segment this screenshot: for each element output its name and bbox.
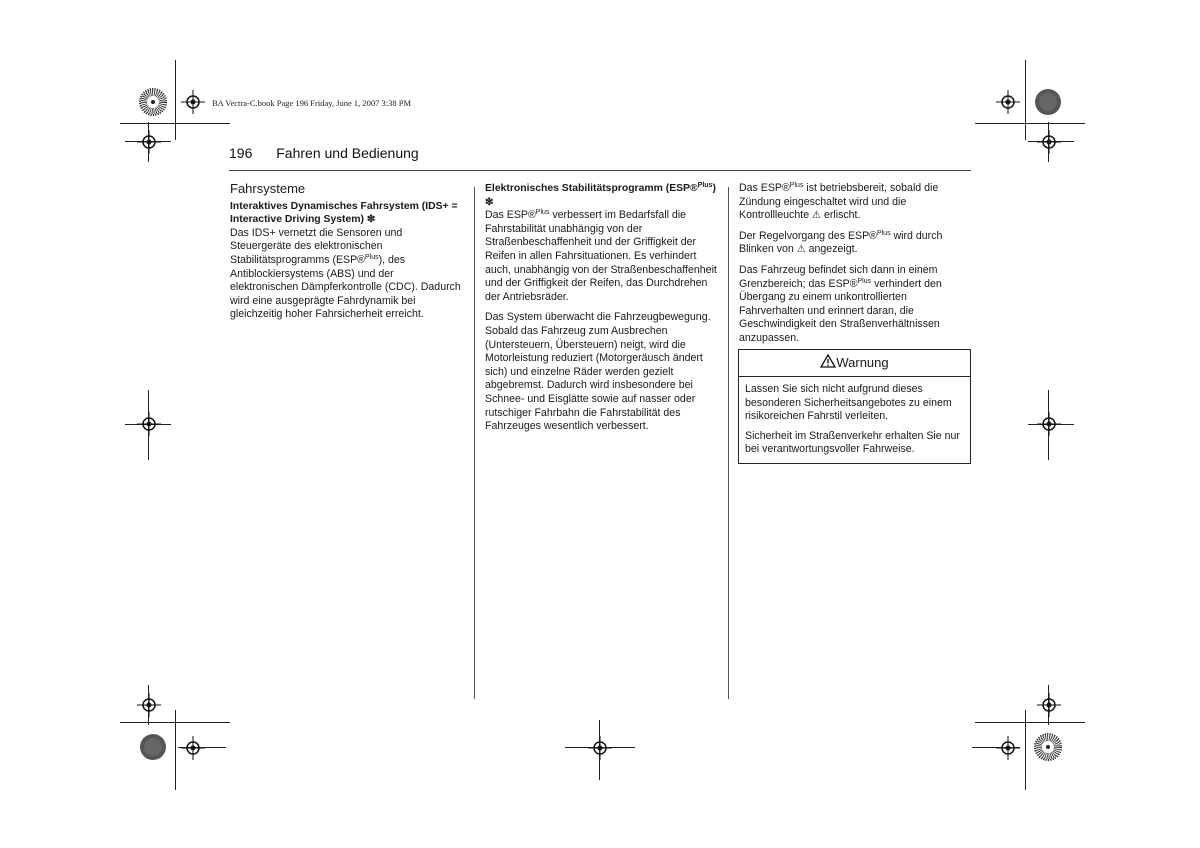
book-file-info: BA Vectra-C.book Page 196 Friday, June 1, 2007 3:38 PM: [212, 98, 412, 108]
text-run: Das ESP®: [485, 209, 536, 222]
superscript: Plus: [876, 229, 891, 237]
registration-target-icon: [178, 733, 208, 763]
superscript: Plus: [535, 209, 550, 217]
warning-box: [738, 349, 971, 464]
section-heading: Fahrsysteme: [230, 181, 306, 196]
skid-warning-lamp-icon: ⚠: [796, 244, 806, 256]
superscript: Plus: [789, 182, 804, 189]
warning-title-bar: [739, 350, 970, 377]
esp-ready-paragraph: [739, 182, 971, 223]
page-number: 196: [229, 145, 253, 161]
text-run: ): [712, 183, 716, 194]
text-run: Das IDS+ vernetzt die Sensoren und Steuergeräte des elektronischen Stabilitätsprogramms (ESP®: [230, 226, 403, 266]
text-run: ), des Antiblockiersystems (ABS) und der elektronischen Dämpferkontrolle (CDC). Dadurch wird eine ausgeprägte Fahrdynamik bei gleichzeitig hoher Fahrsicherheit erreicht.: [230, 253, 461, 321]
text-run: verhindert den Übergang zu einem unkontrollierten Fahrverhalten und erinnert daran, die Geschwindigkeit den Straßenverhältnissen anzupassen.: [739, 277, 942, 344]
subheading-text: Interaktives Dynamisches Fahrsystem (IDS+ = Interactive Driving System): [230, 200, 458, 226]
registration-target-icon: [993, 87, 1023, 117]
crop-mark-line: [975, 722, 1085, 723]
gray-disc-mark-icon: [1034, 88, 1062, 116]
column-1: [230, 182, 462, 329]
equipment-symbol-icon: ❇: [485, 196, 494, 208]
registration-target-icon: [134, 409, 164, 439]
registration-target-icon: [585, 733, 615, 763]
registration-target-icon: [1034, 127, 1064, 157]
equipment-symbol-icon: ❇: [366, 214, 376, 226]
registration-target-icon: [178, 87, 208, 117]
column-divider: [474, 187, 475, 699]
registration-target-icon: [1034, 409, 1064, 439]
starburst-mark-icon: [139, 88, 167, 116]
ids-paragraph: [230, 227, 462, 322]
crop-mark-line: [120, 123, 230, 124]
text-run: erlischt.: [821, 209, 861, 222]
subheading-ids: [230, 200, 462, 227]
text-run: verbessert im Bedarfsfall die Fahrstabilität unabhängig von der Straßenbeschaffenheit und der Griffigkeit der Reifen in allen Fahrsituationen. Es verhindert auch, unabhängig von der Straßenbeschaffenheit und der Griffigkeit der Reifen, das Durchdrehen der Antriebsräder.: [485, 209, 717, 303]
superscript: Plus: [857, 277, 872, 285]
column-3: [739, 182, 971, 353]
crop-mark-line: [1025, 60, 1026, 140]
text-run: wird durch Blinken von: [739, 229, 943, 256]
gray-disc-mark-icon: [139, 733, 167, 761]
esp-paragraph-2: Das System überwacht die Fahrzeugbewegung. Sobald das Fahrzeug zum Ausbrechen (Untersteuern, Übersteuern) neigt, wird die Motorleistung reduziert (Motorgeräusch ändert sich) und einzelne Räder werden gezielt abgebremst. Dadurch wird insbesondere bei Schnee- und Eisglätte sowie auf nasser oder rutschiger Fahrbahn die Fahrstabilität des Fahrzeuges wesentlich verbessert.: [485, 311, 711, 433]
superscript: Plus: [697, 182, 713, 189]
text-run: Der Regelvorgang des ESP®: [739, 229, 877, 242]
subheading-esp: [485, 182, 717, 209]
text-run: angezeigt.: [805, 243, 858, 256]
esp-control-paragraph: [739, 230, 971, 257]
page-header: [229, 145, 419, 161]
registration-target-icon: [134, 690, 164, 720]
text-run: Das ESP®: [739, 182, 790, 194]
warning-body: [739, 377, 970, 457]
crop-mark-line: [120, 722, 230, 723]
header-rule: [229, 170, 971, 171]
warning-paragraph-1: Lassen Sie sich nicht aufgrund dieses besonderen Sicherheitsangebotes zu einem risikoreichen Fahrstil verleiten.: [745, 383, 952, 423]
skid-warning-lamp-icon: ⚠: [812, 210, 821, 222]
warning-paragraph-2: Sicherheit im Straßenverkehr erhalten Sie nur bei verantwortungsvoller Fahrweise.: [745, 429, 960, 456]
starburst-mark-icon: [1034, 733, 1062, 761]
section-title: Fahren und Bedienung: [276, 145, 419, 161]
warning-title: Warnung: [836, 355, 889, 370]
text-run: Das Fahrzeug befindet sich dann in einem Grenzbereich; das ESP®: [739, 263, 938, 290]
esp-limit-paragraph: [739, 264, 971, 346]
superscript: Plus: [364, 253, 379, 261]
column-2: [485, 182, 717, 441]
crop-mark-line: [175, 60, 176, 140]
esp-paragraph-1: [485, 209, 717, 304]
registration-target-icon: [134, 127, 164, 157]
text-run: Elektronisches Stabilitätsprogramm (ESP®: [485, 183, 698, 194]
registration-target-icon: [993, 733, 1023, 763]
warning-triangle-icon: [820, 354, 836, 368]
registration-target-icon: [1034, 690, 1064, 720]
column-divider: [728, 187, 729, 699]
text-run: ist betriebsbereit, sobald die Zündung eingeschaltet wird und die Kontrollleuchte: [739, 182, 939, 222]
crop-mark-line: [975, 123, 1085, 124]
